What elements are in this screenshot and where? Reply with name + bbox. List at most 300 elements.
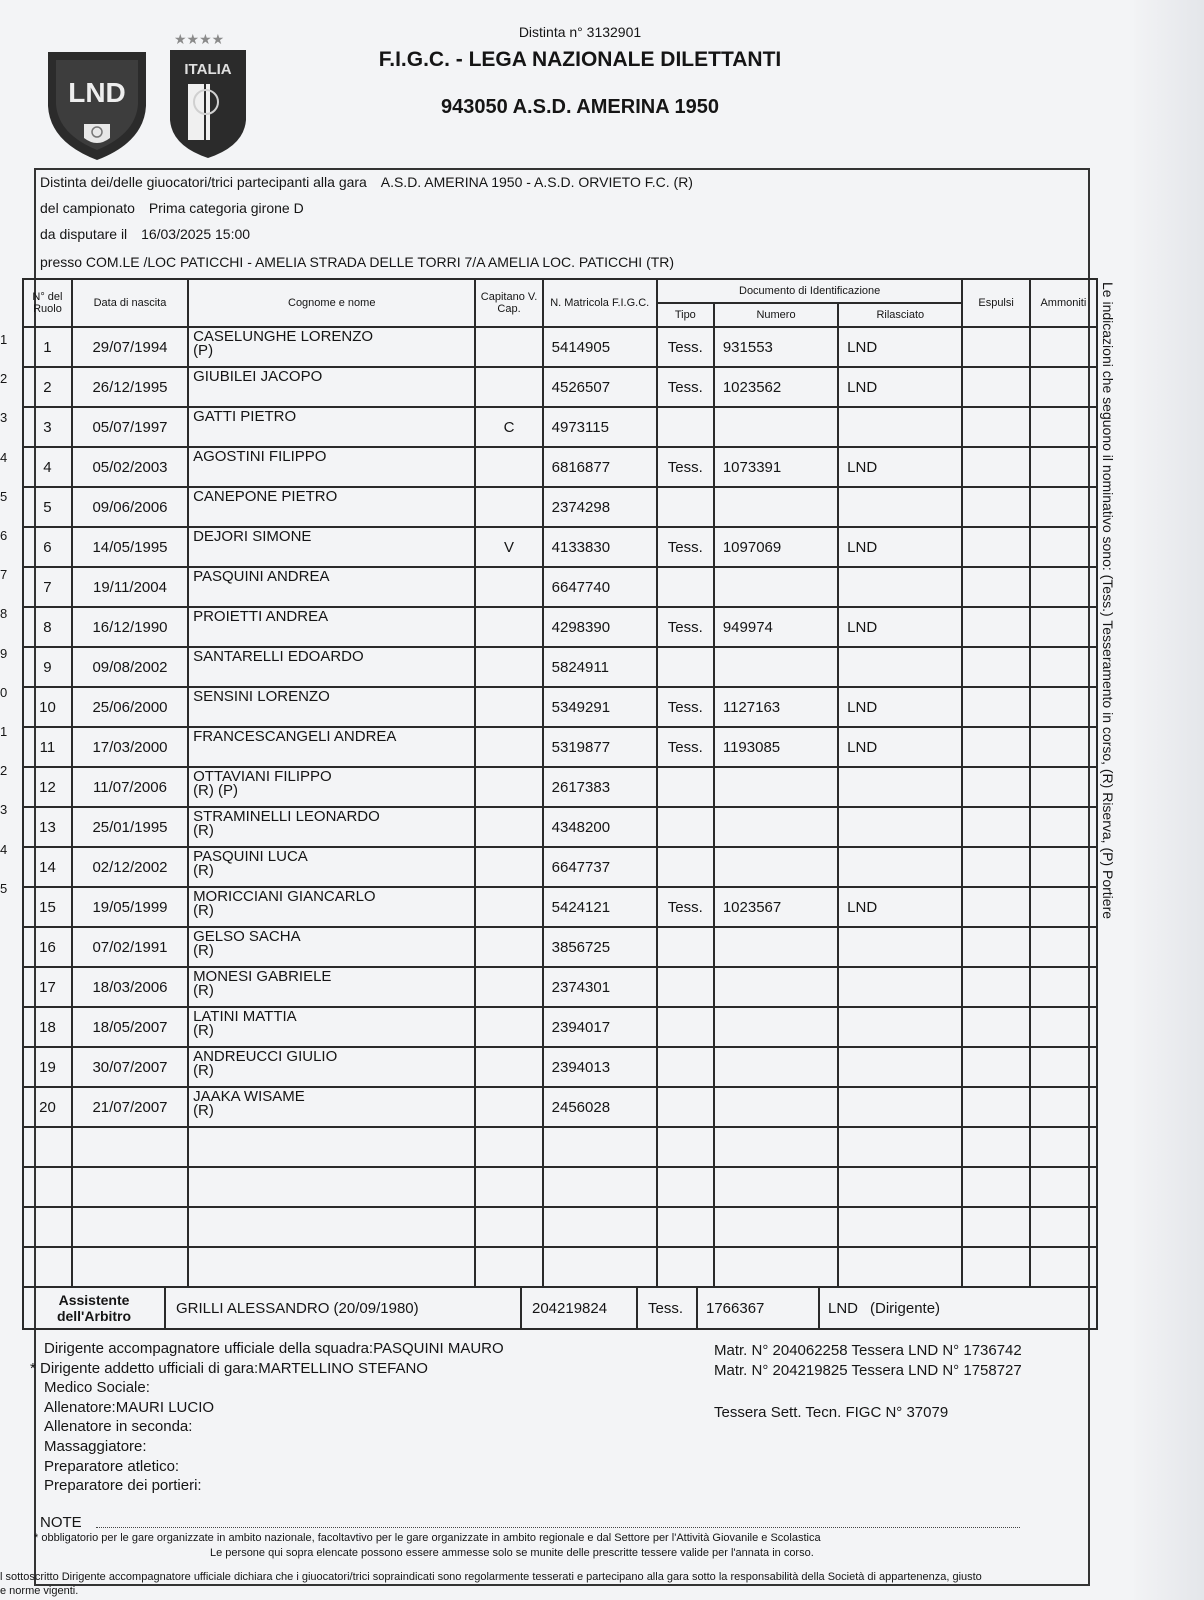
cell-nome bbox=[188, 1047, 475, 1087]
roster-header-row bbox=[23, 279, 1097, 303]
cell-espulsi bbox=[962, 847, 1029, 887]
cell-espulsi bbox=[962, 807, 1029, 847]
cell-rilasciato bbox=[838, 1007, 962, 1047]
player-row bbox=[23, 887, 1097, 927]
cell-numero bbox=[714, 767, 838, 807]
cell-rilasciato bbox=[838, 487, 962, 527]
cell-tipo bbox=[657, 1007, 714, 1047]
cell-capitano bbox=[475, 447, 542, 487]
cell-numero bbox=[714, 1127, 838, 1167]
cell-ammoniti bbox=[1030, 1167, 1097, 1207]
player-row bbox=[23, 967, 1097, 1007]
campionato-value: Prima categoria girone D bbox=[148, 200, 304, 216]
cell-numero bbox=[714, 1207, 838, 1247]
margin-number: 5 bbox=[0, 880, 8, 896]
cell-nome bbox=[188, 967, 475, 1007]
cell-tipo bbox=[657, 647, 714, 687]
col-nascita: Data di nascita bbox=[72, 279, 188, 327]
player-name: ANDREUCCI GIULIO bbox=[193, 1048, 338, 1065]
cell-matricola: 6647740 bbox=[543, 567, 657, 607]
cell-capitano bbox=[475, 927, 542, 967]
matricola-dirigente-2: Matr. N° 204219825 Tessera LND N° 1758727 bbox=[714, 1362, 1022, 1379]
cell-ruolo: 6 bbox=[23, 527, 72, 567]
side-note-text: Le indicazioni che seguono il nominativo sono: (Tess.) Tesseramento in corso, (R) Riserva, (P) Portiere bbox=[1100, 282, 1116, 920]
cell-capitano bbox=[475, 687, 542, 727]
cell-rilasciato: LND bbox=[838, 887, 962, 927]
player-row bbox=[23, 1047, 1097, 1087]
cell-nome bbox=[188, 687, 475, 727]
cell-nome bbox=[188, 1007, 475, 1047]
player-name: CASELUNGHE LORENZO bbox=[193, 328, 374, 345]
cell-espulsi bbox=[962, 1167, 1029, 1207]
note-line bbox=[96, 1527, 1020, 1528]
cell-numero bbox=[714, 1247, 838, 1287]
cell-numero bbox=[714, 1087, 838, 1127]
cell-matricola: 5319877 bbox=[543, 727, 657, 767]
cell-capitano bbox=[475, 887, 542, 927]
staff-line: Massaggiatore: bbox=[44, 1438, 147, 1455]
cell-nome bbox=[188, 327, 475, 367]
tessera-allenatore: Tessera Sett. Tecn. FIGC N° 37079 bbox=[714, 1404, 949, 1421]
cell-rilasciato: LND bbox=[838, 327, 962, 367]
cell-ruolo: 8 bbox=[23, 607, 72, 647]
cell-nome bbox=[188, 847, 475, 887]
cell-capitano: V bbox=[475, 527, 542, 567]
cell-tipo bbox=[657, 927, 714, 967]
cell-ruolo: 20 bbox=[23, 1087, 72, 1127]
cell-capitano bbox=[475, 1127, 542, 1167]
margin-number: 9 bbox=[0, 645, 8, 661]
cell-matricola: 5349291 bbox=[543, 687, 657, 727]
cell-espulsi bbox=[962, 607, 1029, 647]
cell-capitano bbox=[475, 327, 542, 367]
cell-ammoniti bbox=[1030, 887, 1097, 927]
cell-espulsi bbox=[962, 1127, 1029, 1167]
cell-ammoniti bbox=[1030, 1087, 1097, 1127]
cell-capitano bbox=[475, 1007, 542, 1047]
player-row bbox=[23, 767, 1097, 807]
player-name: SANTARELLI EDOARDO bbox=[193, 648, 364, 665]
cell-espulsi bbox=[962, 487, 1029, 527]
campionato-label: del campionato bbox=[40, 200, 135, 216]
cell-matricola bbox=[543, 1247, 657, 1287]
cell-nascita: 21/07/2007 bbox=[72, 1087, 188, 1127]
cell-nascita: 25/06/2000 bbox=[72, 687, 188, 727]
cell-numero bbox=[714, 1047, 838, 1087]
cell-numero bbox=[714, 567, 838, 607]
cell-ruolo bbox=[23, 1127, 72, 1167]
cell-tipo bbox=[657, 1247, 714, 1287]
cell-espulsi bbox=[962, 447, 1029, 487]
data-label: da disputare il bbox=[40, 226, 128, 242]
player-row bbox=[23, 1087, 1097, 1127]
cell-rilasciato: LND bbox=[838, 687, 962, 727]
cell-espulsi bbox=[962, 567, 1029, 607]
cell-nascita: 09/08/2002 bbox=[72, 647, 188, 687]
cell-matricola: 2374298 bbox=[543, 487, 657, 527]
cell-nascita: 19/05/1999 bbox=[72, 887, 188, 927]
cell-matricola: 4298390 bbox=[543, 607, 657, 647]
cell-tipo: Tess. bbox=[657, 327, 714, 367]
side-note bbox=[1096, 282, 1116, 1012]
cell-ammoniti bbox=[1030, 647, 1097, 687]
col-rilasciato: Rilasciato bbox=[838, 303, 962, 327]
cell-tipo: Tess. bbox=[657, 887, 714, 927]
cell-ruolo bbox=[23, 1247, 72, 1287]
cell-ruolo bbox=[23, 1167, 72, 1207]
player-name: MORICCIANI GIANCARLO bbox=[193, 888, 376, 905]
cell-capitano bbox=[475, 1207, 542, 1247]
cell-nascita: 14/05/1995 bbox=[72, 527, 188, 567]
cell-capitano bbox=[475, 847, 542, 887]
cell-rilasciato bbox=[838, 927, 962, 967]
note-label: NOTE bbox=[40, 1514, 82, 1531]
assistente-rilasciato bbox=[818, 1288, 1096, 1328]
cell-ammoniti bbox=[1030, 607, 1097, 647]
cell-rilasciato bbox=[838, 1247, 962, 1287]
cell-ammoniti bbox=[1030, 847, 1097, 887]
cell-ammoniti bbox=[1030, 727, 1097, 767]
club-title: 943050 A.S.D. AMERINA 1950 bbox=[441, 96, 719, 118]
cell-tipo bbox=[657, 1167, 714, 1207]
cell-numero: 931553 bbox=[714, 327, 838, 367]
player-name: FRANCESCANGELI ANDREA bbox=[193, 728, 397, 745]
cell-capitano bbox=[475, 567, 542, 607]
campionato-line bbox=[40, 200, 304, 216]
cell-ammoniti bbox=[1030, 927, 1097, 967]
cell-ruolo: 2 bbox=[23, 367, 72, 407]
cell-matricola: 6647737 bbox=[543, 847, 657, 887]
cell-ammoniti bbox=[1030, 1007, 1097, 1047]
player-note: (R) bbox=[193, 982, 214, 999]
cell-rilasciato: LND bbox=[838, 727, 962, 767]
cell-nome bbox=[188, 447, 475, 487]
cell-ruolo: 5 bbox=[23, 487, 72, 527]
cell-nome bbox=[188, 1167, 475, 1207]
cell-ruolo bbox=[23, 1207, 72, 1247]
cell-ammoniti bbox=[1030, 767, 1097, 807]
empty-row bbox=[23, 1247, 1097, 1287]
empty-row bbox=[23, 1207, 1097, 1247]
cell-espulsi bbox=[962, 1087, 1029, 1127]
cell-rilasciato bbox=[838, 967, 962, 1007]
cell-matricola: 5414905 bbox=[543, 327, 657, 367]
col-tipo: Tipo bbox=[657, 303, 714, 327]
cell-rilasciato bbox=[838, 567, 962, 607]
cell-ammoniti bbox=[1030, 1127, 1097, 1167]
cell-espulsi bbox=[962, 647, 1029, 687]
player-name: GELSO SACHA bbox=[193, 928, 301, 945]
cell-ruolo: 15 bbox=[23, 887, 72, 927]
cell-ammoniti bbox=[1030, 687, 1097, 727]
cell-nascita: 16/12/1990 bbox=[72, 607, 188, 647]
cell-rilasciato bbox=[838, 407, 962, 447]
italia-logo bbox=[166, 28, 250, 160]
cell-nome bbox=[188, 1207, 475, 1247]
col-matricola: N. Matricola F.I.G.C. bbox=[543, 279, 657, 327]
cell-matricola: 5824911 bbox=[543, 647, 657, 687]
cell-nome bbox=[188, 927, 475, 967]
cell-capitano bbox=[475, 647, 542, 687]
lnd-logo bbox=[44, 46, 150, 162]
cell-nascita: 02/12/2002 bbox=[72, 847, 188, 887]
cell-ammoniti bbox=[1030, 1047, 1097, 1087]
cell-espulsi bbox=[962, 887, 1029, 927]
empty-row bbox=[23, 1167, 1097, 1207]
cell-matricola: 2456028 bbox=[543, 1087, 657, 1127]
cell-tipo: Tess. bbox=[657, 447, 714, 487]
player-row bbox=[23, 527, 1097, 567]
player-note: (R) bbox=[193, 1022, 214, 1039]
cell-espulsi bbox=[962, 367, 1029, 407]
margin-number: 8 bbox=[0, 606, 8, 622]
declaration-1: l sottoscritto Dirigente accompagnatore ufficiale dichiara che i giuocatori/trici sopraindicati sono regolarmente tesserati e partecipano alla gara sotto la responsabilità della Società di appartenenza, giusto bbox=[0, 1571, 982, 1583]
cell-nascita: 30/07/2007 bbox=[72, 1047, 188, 1087]
player-name: AGOSTINI FILIPPO bbox=[193, 448, 327, 465]
cell-capitano bbox=[475, 767, 542, 807]
cell-numero bbox=[714, 647, 838, 687]
cell-numero bbox=[714, 847, 838, 887]
cell-nome bbox=[188, 527, 475, 567]
margin-number: 5 bbox=[0, 488, 8, 504]
cell-ruolo: 14 bbox=[23, 847, 72, 887]
cell-nome bbox=[188, 1247, 475, 1287]
cell-nascita: 17/03/2000 bbox=[72, 727, 188, 767]
cell-capitano bbox=[475, 1167, 542, 1207]
cell-ammoniti bbox=[1030, 327, 1097, 367]
cell-rilasciato bbox=[838, 1047, 962, 1087]
cell-ruolo: 19 bbox=[23, 1047, 72, 1087]
cell-matricola: 6816877 bbox=[543, 447, 657, 487]
assistente-label-1: Assistente bbox=[58, 1292, 130, 1308]
cell-numero bbox=[714, 927, 838, 967]
cell-nascita: 19/11/2004 bbox=[72, 567, 188, 607]
cell-ruolo: 3 bbox=[23, 407, 72, 447]
cell-espulsi bbox=[962, 687, 1029, 727]
cell-nome bbox=[188, 607, 475, 647]
cell-ammoniti bbox=[1030, 967, 1097, 1007]
cell-numero: 1023567 bbox=[714, 887, 838, 927]
player-note: (R) bbox=[193, 902, 214, 919]
cell-matricola: 4348200 bbox=[543, 807, 657, 847]
assistente-ruolo: (Dirigente) bbox=[870, 1299, 941, 1317]
cell-ammoniti bbox=[1030, 447, 1097, 487]
cell-matricola: 2394017 bbox=[543, 1007, 657, 1047]
player-row bbox=[23, 687, 1097, 727]
margin-number: 1 bbox=[0, 724, 8, 739]
cell-rilasciato bbox=[838, 847, 962, 887]
cell-capitano bbox=[475, 967, 542, 1007]
cell-ruolo: 10 bbox=[23, 687, 72, 727]
declaration-2: e norme vigenti. bbox=[0, 1585, 79, 1597]
cell-ruolo: 7 bbox=[23, 567, 72, 607]
cell-rilasciato bbox=[838, 1087, 962, 1127]
player-row bbox=[23, 487, 1097, 527]
player-note: (R) bbox=[193, 1102, 214, 1119]
cell-nome bbox=[188, 1087, 475, 1127]
roster-body bbox=[23, 327, 1097, 1287]
cell-ammoniti bbox=[1030, 367, 1097, 407]
margin-number: 6 bbox=[0, 528, 8, 543]
cell-nome bbox=[188, 567, 475, 607]
col-espulsi: Espulsi bbox=[962, 279, 1029, 327]
cell-ruolo: 13 bbox=[23, 807, 72, 847]
cell-espulsi bbox=[962, 927, 1029, 967]
player-name: SENSINI LORENZO bbox=[193, 688, 330, 705]
cell-numero: 1193085 bbox=[714, 727, 838, 767]
cell-nome bbox=[188, 487, 475, 527]
margin-number: 2 bbox=[0, 763, 8, 779]
data-line bbox=[40, 226, 250, 242]
cell-ruolo: 17 bbox=[23, 967, 72, 1007]
player-name: PASQUINI LUCA bbox=[193, 848, 308, 865]
cell-ammoniti bbox=[1030, 567, 1097, 607]
col-documento: Documento di Identificazione bbox=[657, 279, 963, 303]
cell-espulsi bbox=[962, 1007, 1029, 1047]
player-row bbox=[23, 567, 1097, 607]
cell-capitano bbox=[475, 1247, 542, 1287]
cell-tipo bbox=[657, 1207, 714, 1247]
assistente-rilasciato-value: LND bbox=[828, 1299, 859, 1317]
cell-numero: 1127163 bbox=[714, 687, 838, 727]
cell-rilasciato: LND bbox=[838, 527, 962, 567]
player-row bbox=[23, 847, 1097, 887]
empty-row bbox=[23, 1127, 1097, 1167]
cell-ammoniti bbox=[1030, 1207, 1097, 1247]
assistente-tipo: Tess. bbox=[636, 1288, 696, 1328]
cell-numero bbox=[714, 487, 838, 527]
cell-tipo: Tess. bbox=[657, 727, 714, 767]
cell-nome bbox=[188, 1127, 475, 1167]
svg-text:★★★★: ★★★★ bbox=[174, 32, 225, 48]
cell-matricola: 2394013 bbox=[543, 1047, 657, 1087]
col-nome: Cognome e nome bbox=[188, 279, 475, 327]
cell-rilasciato: LND bbox=[838, 607, 962, 647]
cell-numero: 1023562 bbox=[714, 367, 838, 407]
player-note: (P) bbox=[193, 342, 214, 359]
cell-matricola: 3856725 bbox=[543, 927, 657, 967]
assistente-label-2: dell'Arbitro bbox=[56, 1308, 132, 1324]
assistente-numero: 1766367 bbox=[696, 1288, 818, 1328]
cell-nascita bbox=[72, 1247, 188, 1287]
cell-ruolo: 1 bbox=[23, 327, 72, 367]
cell-espulsi bbox=[962, 407, 1029, 447]
cell-tipo bbox=[657, 1127, 714, 1167]
cell-rilasciato: LND bbox=[838, 367, 962, 407]
cell-capitano bbox=[475, 727, 542, 767]
cell-rilasciato bbox=[838, 1127, 962, 1167]
margin-number: 4 bbox=[0, 449, 8, 465]
cell-ammoniti bbox=[1030, 527, 1097, 567]
cell-tipo bbox=[657, 967, 714, 1007]
cell-capitano bbox=[475, 807, 542, 847]
player-note: (R) (P) bbox=[193, 782, 239, 799]
cell-capitano bbox=[475, 1047, 542, 1087]
cell-nascita bbox=[72, 1127, 188, 1167]
margin-number: 1 bbox=[0, 332, 8, 347]
player-name: JAAKA WISAME bbox=[193, 1088, 305, 1105]
player-note: (R) bbox=[193, 862, 214, 879]
player-row bbox=[23, 927, 1097, 967]
cell-tipo: Tess. bbox=[657, 687, 714, 727]
cell-numero: 1097069 bbox=[714, 527, 838, 567]
cell-rilasciato: LND bbox=[838, 447, 962, 487]
margin-number: 0 bbox=[0, 684, 8, 700]
cell-numero bbox=[714, 407, 838, 447]
cell-tipo bbox=[657, 767, 714, 807]
data-value: 16/03/2025 15:00 bbox=[141, 226, 251, 242]
player-name: OTTAVIANI FILIPPO bbox=[193, 768, 332, 785]
cell-nascita: 11/07/2006 bbox=[72, 767, 188, 807]
cell-tipo bbox=[657, 567, 714, 607]
col-ammoniti: Ammoniti bbox=[1030, 279, 1097, 327]
cell-numero: 1073391 bbox=[714, 447, 838, 487]
assistente-row bbox=[22, 1286, 1098, 1330]
staff-line: Dirigente accompagnatore ufficiale della squadra:PASQUINI MAURO bbox=[44, 1340, 504, 1357]
cell-matricola: 4973115 bbox=[543, 407, 657, 447]
cell-ruolo: 16 bbox=[23, 927, 72, 967]
cell-nascita bbox=[72, 1207, 188, 1247]
cell-matricola: 5424121 bbox=[543, 887, 657, 927]
cell-espulsi bbox=[962, 1207, 1029, 1247]
player-name: PROIETTI ANDREA bbox=[193, 608, 329, 625]
margin-number: 3 bbox=[0, 802, 8, 818]
player-note: (R) bbox=[193, 942, 214, 959]
col-numero: Numero bbox=[714, 303, 838, 327]
cell-espulsi bbox=[962, 967, 1029, 1007]
cell-tipo bbox=[657, 847, 714, 887]
luogo-line: presso COM.LE /LOC PATICCHI - AMELIA STRADA DELLE TORRI 7/A AMELIA LOC. PATICCHI (TR) bbox=[40, 254, 675, 270]
cell-rilasciato bbox=[838, 647, 962, 687]
cell-numero: 949974 bbox=[714, 607, 838, 647]
cell-nascita: 09/06/2006 bbox=[72, 487, 188, 527]
lnd-logo-text: LND bbox=[68, 77, 126, 108]
cell-nome bbox=[188, 767, 475, 807]
cell-ruolo: 11 bbox=[23, 727, 72, 767]
cell-ammoniti bbox=[1030, 407, 1097, 447]
cell-matricola: 2617383 bbox=[543, 767, 657, 807]
player-row bbox=[23, 727, 1097, 767]
player-name: DEJORI SIMONE bbox=[193, 528, 312, 545]
cell-nascita: 25/01/1995 bbox=[72, 807, 188, 847]
cell-espulsi bbox=[962, 1047, 1029, 1087]
staff-line: * Dirigente addetto ufficiali di gara:MARTELLINO STEFANO bbox=[30, 1359, 428, 1377]
player-row bbox=[23, 647, 1097, 687]
player-row bbox=[23, 327, 1097, 367]
cell-espulsi bbox=[962, 727, 1029, 767]
cell-matricola bbox=[543, 1207, 657, 1247]
cell-nome bbox=[188, 807, 475, 847]
cell-matricola: 4526507 bbox=[543, 367, 657, 407]
assistente-nome: GRILLI ALESSANDRO (20/09/1980) bbox=[164, 1288, 520, 1328]
cell-tipo bbox=[657, 1087, 714, 1127]
cell-nascita bbox=[72, 1167, 188, 1207]
cell-capitano: C bbox=[475, 407, 542, 447]
distinta-number: Distinta n° 3132901 bbox=[518, 24, 642, 40]
cell-nascita: 18/03/2006 bbox=[72, 967, 188, 1007]
cell-tipo bbox=[657, 1047, 714, 1087]
cell-ruolo: 12 bbox=[23, 767, 72, 807]
federation-title: F.I.G.C. - LEGA NAZIONALE DILETTANTI bbox=[378, 48, 782, 71]
player-name: GATTI PIETRO bbox=[193, 408, 297, 425]
cell-rilasciato bbox=[838, 1207, 962, 1247]
cell-matricola: 2374301 bbox=[543, 967, 657, 1007]
cell-espulsi bbox=[962, 527, 1029, 567]
cell-ruolo: 9 bbox=[23, 647, 72, 687]
footnote-2: Le persone qui sopra elencate possono essere ammesse solo se munite delle prescritte tessere valide per l'annata in corso. bbox=[210, 1547, 814, 1559]
staff-line: Preparatore atletico: bbox=[44, 1457, 180, 1475]
player-row bbox=[23, 1007, 1097, 1047]
